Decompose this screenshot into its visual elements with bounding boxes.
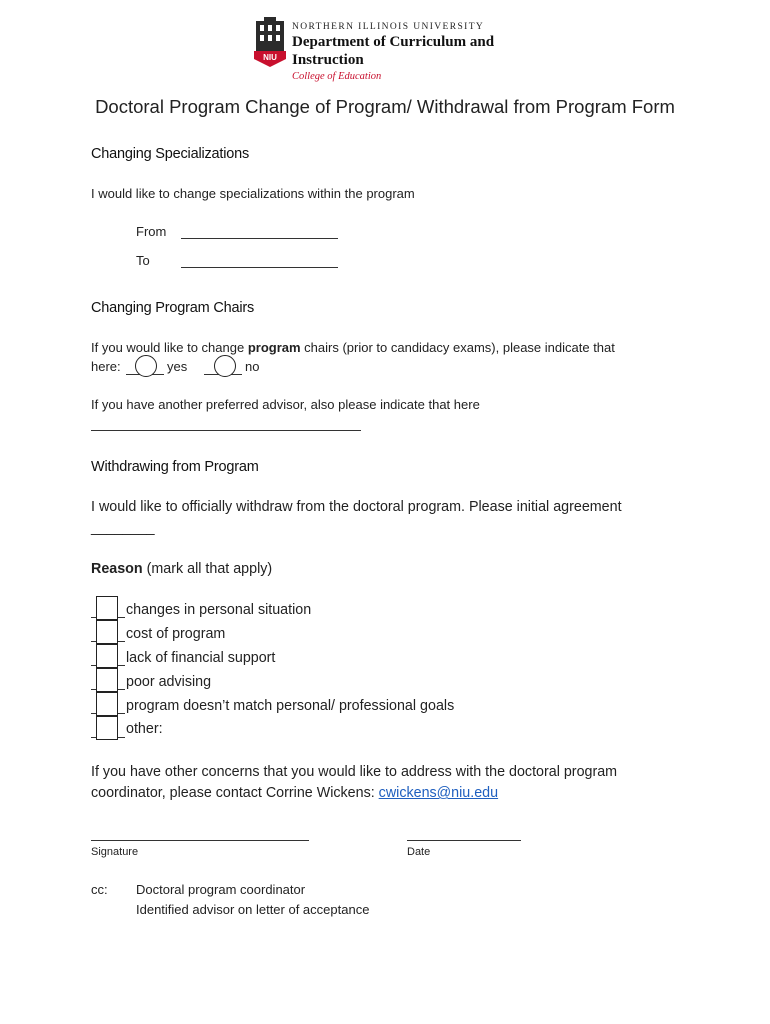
reason-label-financial: lack of financial support	[126, 650, 276, 666]
reason-label-personal: changes in personal situation	[126, 602, 312, 618]
chairs-statement-post: chairs (prior to candidacy exams), please indicate that	[300, 340, 615, 355]
contact-statement-text: coordinator, please contact Corrine Wickens:	[91, 785, 379, 801]
reason-checkbox-advising[interactable]	[96, 668, 118, 692]
yes-radio[interactable]	[135, 355, 157, 377]
no-label: no	[245, 359, 260, 374]
here-label: here:	[91, 359, 121, 374]
cc-recipient: Identified advisor on letter of acceptance	[136, 902, 370, 917]
signature-field[interactable]	[91, 840, 309, 841]
form-title: Doctoral Program Change of Program/ Withdrawal from Program Form	[95, 96, 675, 117]
niu-logo	[254, 17, 286, 67]
contact-statement-line2	[91, 785, 498, 801]
reason-checkbox-other[interactable]	[96, 716, 118, 740]
reason-checkbox-goals[interactable]	[96, 692, 118, 716]
reason-label-bold: Reason	[91, 561, 143, 577]
advisor-field[interactable]	[91, 430, 361, 431]
signature-label: Signature	[91, 846, 139, 858]
date-label: Date	[407, 846, 431, 858]
from-field[interactable]	[181, 238, 338, 239]
reason-checkbox-cost[interactable]	[96, 620, 118, 644]
contact-email-link[interactable]: cwickens@niu.edu	[378, 785, 499, 801]
advisor-statement: If you have another preferred advisor, also please indicate that here	[91, 397, 480, 412]
specializations-statement: I would like to change specializations within the program	[91, 186, 415, 201]
section-heading-withdraw: Withdrawing from Program	[91, 459, 259, 475]
initial-agreement-field[interactable]: ________	[91, 520, 155, 536]
reason-label-rest: (mark all that apply)	[142, 561, 273, 577]
college-name: College of Education	[292, 71, 382, 82]
no-radio[interactable]	[214, 355, 236, 377]
department-name-line2: Instruction	[292, 52, 364, 68]
contact-statement-line1: If you have other concerns that you would like to address with the doctoral program	[91, 764, 618, 780]
reason-label-goals: program doesn’t match personal/ professional goals	[126, 698, 455, 714]
logo-badge-text: NIU	[263, 53, 277, 62]
yes-label: yes	[167, 359, 188, 374]
reason-checkbox-personal[interactable]	[96, 596, 118, 620]
department-name-line1: Department of Curriculum and	[292, 34, 495, 50]
chairs-statement-pre: If you would like to change	[91, 340, 248, 355]
to-field[interactable]	[181, 267, 338, 268]
reason-label-advising: poor advising	[126, 674, 212, 690]
reason-label-cost: cost of program	[126, 626, 226, 642]
date-field[interactable]	[407, 840, 521, 841]
reason-checkbox-financial[interactable]	[96, 644, 118, 668]
withdraw-statement: I would like to officially withdraw from the doctoral program. Please initial agreement	[91, 499, 622, 515]
section-heading-chairs: Changing Program Chairs	[91, 300, 255, 316]
chairs-statement-bold: program	[247, 340, 301, 355]
reason-label-other: other:	[126, 721, 163, 737]
section-heading-specializations: Changing Specializations	[91, 146, 250, 162]
reason-label	[91, 561, 272, 577]
cc-label: cc:	[91, 882, 108, 897]
chairs-statement	[91, 340, 615, 355]
to-label: To	[136, 253, 150, 268]
university-name: NORTHERN ILLINOIS UNIVERSITY	[292, 22, 485, 32]
from-label: From	[136, 224, 167, 239]
cc-recipient: Doctoral program coordinator	[136, 882, 306, 897]
